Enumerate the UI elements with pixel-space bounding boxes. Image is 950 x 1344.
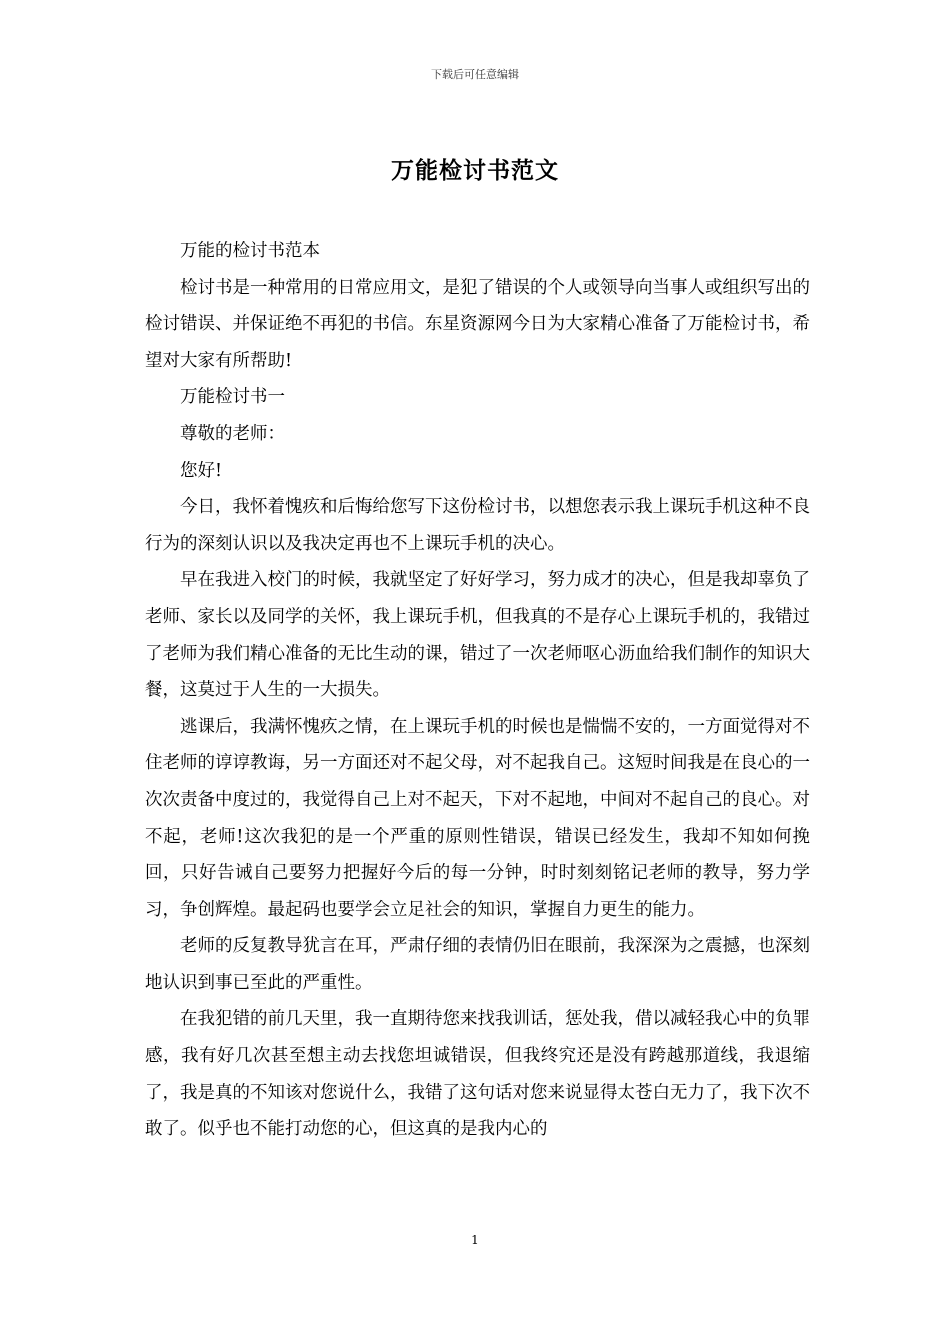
paragraph: 万能的检讨书范本 — [180, 241, 320, 261]
document-body — [145, 233, 810, 1148]
paragraph: 老师的反复教导犹言在耳，严肃仔细的表情仍旧在眼前，我深深为之震撼，也深刻地认识到事已至此的严重性。 — [145, 936, 810, 993]
salutation: 尊敬的老师： — [180, 423, 285, 444]
paragraph: 逃课后，我满怀愧疚之情，在上课玩手机的时候也是惴惴不安的，一方面觉得对不住老师的谆谆教诲，另一方面还对不起父母，对不起我自己。这短时间我是在良心的一次次责备中度过的，我觉得自己上对不起天，下对不起地，中间对不起自己的良心。对不起，老师!这次我犯的是一个严重的原则性错误，错误已经发生，我却不知如何挽回，只好告诫自己要努力把握好今后的每一分钟，时时刻刻铭记老师的教导，努力学习，争创辉煌。最起码也要学会立足社会的知识，掌握自力更生的能力。 — [145, 716, 810, 920]
page-header: 下载后可任意编辑 — [431, 68, 519, 81]
paragraph: 检讨书是一种常用的日常应用文，是犯了错误的个人或领导向当事人或组织写出的检讨错误、并保证绝不再犯的书信。东星资源网今日为大家精心准备了万能检讨书，希望对大家有所帮助! — [145, 277, 810, 371]
page-number: 1 — [471, 1233, 479, 1247]
paragraph: 早在我进入校门的时候，我就坚定了好好学习，努力成才的决心，但是我却辜负了老师、家长以及同学的关怀，我上课玩手机，但我真的不是存心上课玩手机的，我错过了老师为我们精心准备的无比生动的课，错过了一次老师呕心沥血给我们制作的知识大餐，这莫过于人生的一大损失。 — [145, 570, 810, 701]
paragraph: 万能检讨书一 — [180, 387, 285, 408]
paragraph: 今日，我怀着愧疚和后悔给您写下这份检讨书，以想您表示我上课玩手机这种不良行为的深刻认识以及我决定再也不上课玩手机的决心。 — [145, 497, 810, 554]
greeting: 您好! — [180, 460, 223, 481]
document-title: 万能检讨书范文 — [391, 157, 559, 184]
paragraph: 在我犯错的前几天里，我一直期待您来找我训话，惩处我，借以减轻我心中的负罪感，我有好几次甚至想主动去找您坦诚错误，但我终究还是没有跨越那道线，我退缩了，我是真的不知该对您说什么，我错了这句话对您来说显得太苍白无力了，我下次不敢了。似乎也不能打动您的心，但这真的是我内心的 — [145, 1009, 810, 1140]
